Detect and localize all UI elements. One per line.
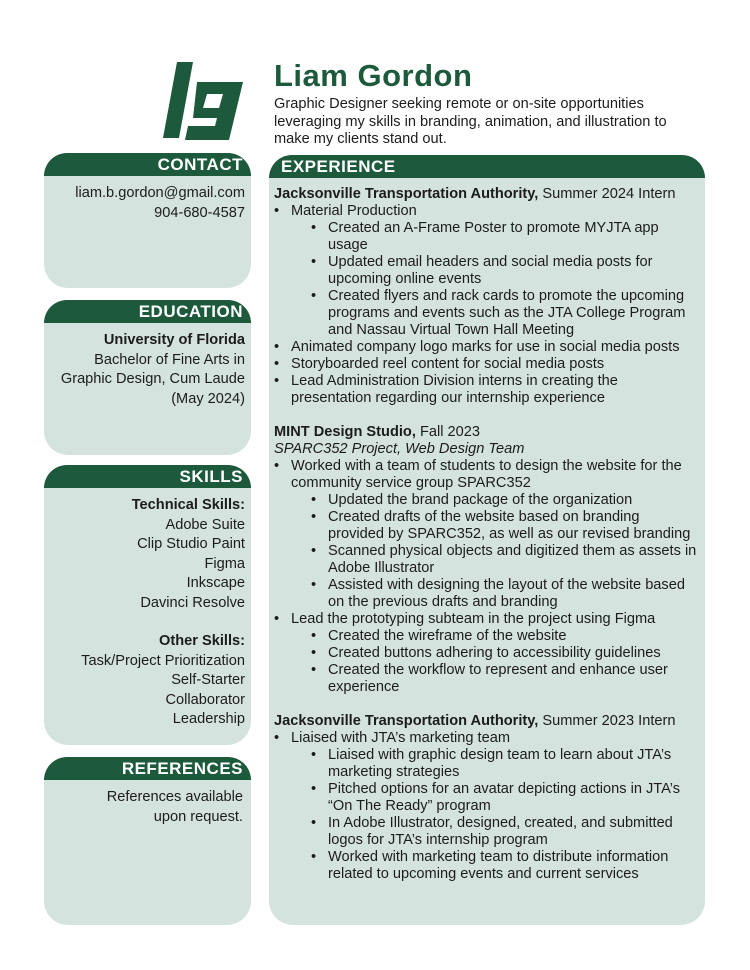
education-panel xyxy=(44,300,251,455)
job-entry xyxy=(274,186,699,407)
skills-heading: SKILLS xyxy=(44,465,251,488)
job-term: Fall 2023 xyxy=(415,424,480,440)
skill-item: Adobe Suite xyxy=(165,516,245,533)
skills-panel xyxy=(44,465,251,745)
job-bullet: • Material Production • Created an A-Frame Poster to promote MYJTA app usage • Updated email headers and social media posts for upcoming online events • Created flyers and rack cards to promote the upcoming programs and events such as the JTA College Program and Nassau Virtual Town Hall Meeting xyxy=(274,203,699,339)
skill-item: Task/Project Prioritization xyxy=(81,652,245,669)
job-sub-bullet: • Created the workflow to represent and enhance user experience xyxy=(274,662,699,696)
skill-item: Davinci Resolve xyxy=(140,594,245,611)
skill-item: Leadership xyxy=(172,711,245,727)
education-line: Graphic Design, Cum Laude xyxy=(60,371,245,387)
job-sub-bullet: • Worked with marketing team to distribute information related to upcoming events and current services xyxy=(274,849,699,883)
job-org: Jacksonville Transportation Authority, xyxy=(274,186,539,202)
job-sub-bullet: • In Adobe Illustrator, designed, created, and submitted logos for JTA’s internship program xyxy=(274,815,699,849)
experience-panel xyxy=(269,155,705,925)
job-sub-bullet: • Assisted with designing the layout of the website based on the previous drafts and branding xyxy=(274,577,699,611)
education-heading: EDUCATION xyxy=(44,300,251,323)
references-heading: REFERENCES xyxy=(44,757,251,780)
skill-item: Figma xyxy=(204,555,245,572)
job-sub-bullet: • Updated email headers and social media posts for upcoming online events xyxy=(274,254,699,288)
job-sub-bullet: • Created buttons adhering to accessibility guidelines xyxy=(274,645,699,662)
references-line: upon request. xyxy=(153,808,243,825)
job-sub-bullet: • Created drafts of the website based on branding provided by SPARC352, as well as our revised branding xyxy=(274,509,699,543)
job-bullet: • Lead Administration Division interns in creating the presentation regarding our internship experience xyxy=(274,373,699,407)
skill-item: Collaborator xyxy=(165,691,245,708)
skill-item: Self-Starter xyxy=(171,672,245,688)
references-line: References available xyxy=(106,789,243,805)
job-sub-bullet: • Created an A-Frame Poster to promote MYJTA app usage xyxy=(274,220,699,254)
job-sub-bullet: • Created flyers and rack cards to promote the upcoming programs and events such as the JTA College Program and Nassau Virtual Town Hall Meeting xyxy=(274,288,699,339)
experience-heading: EXPERIENCE xyxy=(269,155,705,178)
contact-email[interactable]: liam.b.gordon@gmail.com xyxy=(75,185,245,201)
job-sub-bullet: • Liaised with graphic design team to learn about JTA’s marketing strategies xyxy=(274,747,699,781)
job-bullet: • Animated company logo marks for use in social media posts xyxy=(274,339,699,356)
education-school: University of Florida xyxy=(103,332,245,348)
job-bullet: • Worked with a team of students to design the website for the community service group SPARC352 • Updated the brand package of the organization • Created drafts of the website based on branding provided by SPARC352, as well as our revised branding • Scanned physical objects and digitized them as assets in Adobe Illustrator • Assisted with designing the layout of the website based on the previous drafts and branding xyxy=(274,458,699,611)
contact-panel xyxy=(44,153,251,288)
job-org: MINT Design Studio, xyxy=(274,424,416,440)
job-header xyxy=(274,186,699,203)
job-bullet: • Lead the prototyping subteam in the project using Figma • Created the wireframe of the website • Created buttons adhering to accessibility guidelines • Created the workflow to represent and enhance user experience xyxy=(274,611,699,696)
skill-item: Clip Studio Paint xyxy=(137,536,245,552)
job-subtitle: SPARC352 Project, Web Design Team xyxy=(274,441,525,457)
education-line: (May 2024) xyxy=(171,390,245,407)
job-header xyxy=(274,713,699,730)
contact-heading: CONTACT xyxy=(44,153,251,176)
job-bullet: • Liaised with JTA’s marketing team • Liaised with graphic design team to learn about JTA’s marketing strategies • Pitched options for an avatar depicting actions in JTA’s “On The Ready” program • In Adobe Illustrator, designed, created, and submitted logos for JTA’s internship program • Worked with marketing team to distribute information related to upcoming events and current services xyxy=(274,730,699,883)
job-entry xyxy=(274,424,699,696)
job-term: Summer 2023 Intern xyxy=(538,713,676,729)
job-header xyxy=(274,424,699,441)
job-bullet: • Storyboarded reel content for social media posts xyxy=(274,356,699,373)
contact-phone[interactable]: 904-680-4587 xyxy=(154,204,245,221)
resume-tagline: Graphic Designer seeking remote or on-site opportunities leveraging my skills in branding, animation, and illustration to make my clients stand out. xyxy=(274,96,667,147)
job-sub-bullet: • Created the wireframe of the website xyxy=(274,628,699,645)
job-term: Summer 2024 Intern xyxy=(538,186,676,202)
job-sub-bullet: • Scanned physical objects and digitized them as assets in Adobe Illustrator xyxy=(274,543,699,577)
references-panel xyxy=(44,757,251,925)
job-sub-bullet: • Pitched options for an avatar depicting actions in JTA’s “On The Ready” program xyxy=(274,781,699,815)
lg-monogram-logo-icon xyxy=(163,60,247,140)
resume-name: Liam Gordon xyxy=(274,58,473,93)
skill-item: Inkscape xyxy=(186,575,245,591)
job-sub-bullet: • Updated the brand package of the organization xyxy=(274,492,699,509)
job-org: Jacksonville Transportation Authority, xyxy=(274,713,539,729)
education-line: Bachelor of Fine Arts in xyxy=(94,351,245,368)
job-entry xyxy=(274,713,699,883)
other-skills-title: Other Skills: xyxy=(159,633,245,649)
technical-skills-title: Technical Skills: xyxy=(131,497,245,513)
